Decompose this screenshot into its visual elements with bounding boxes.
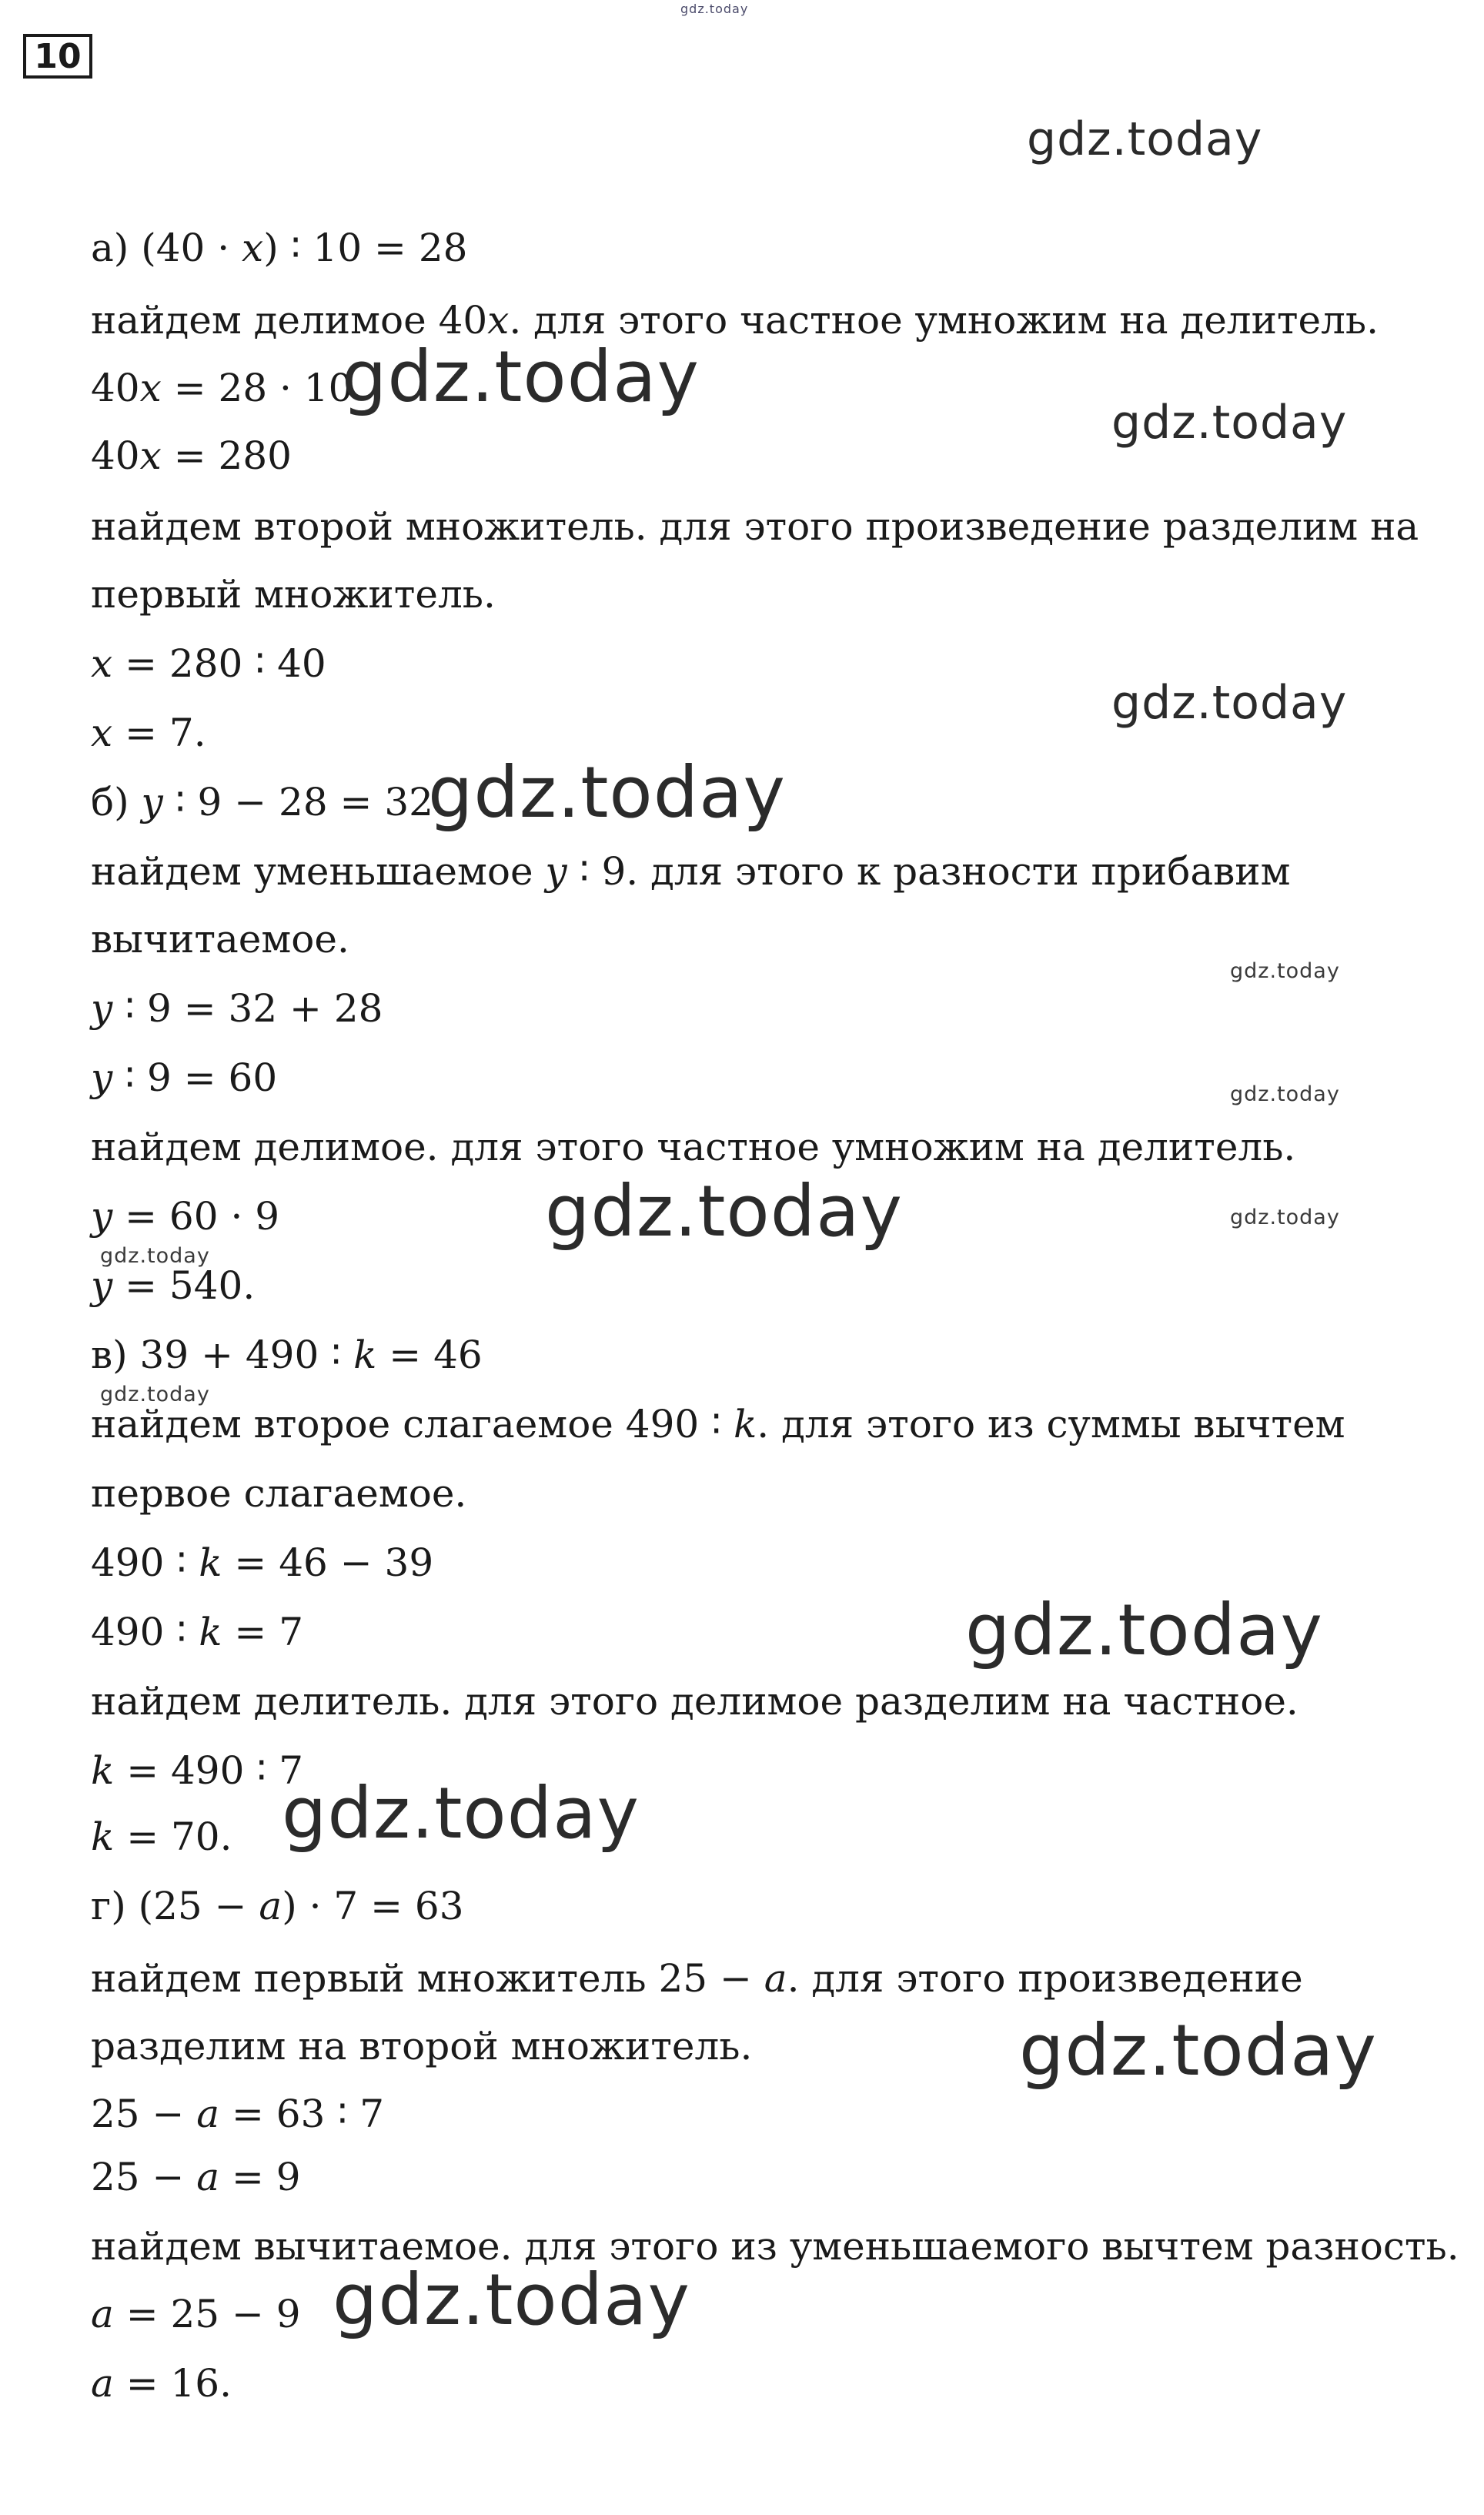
solution-line: 40𝑥 = 28 · 10	[91, 366, 353, 410]
watermark: gdz.today	[1027, 112, 1263, 166]
solution-line: 𝑦 ∶ 9 = 60	[91, 1055, 278, 1100]
watermark: gdz.today	[1111, 396, 1348, 450]
watermark: gdz.today	[342, 336, 700, 418]
solution-line: 𝑎 = 25 − 9	[91, 2292, 301, 2336]
watermark: gdz.today	[1230, 1206, 1340, 1229]
solution-line: 490 ∶ 𝑘 = 7	[91, 1610, 304, 1654]
solution-line: а) (40 · 𝑥) ∶ 10 = 28	[91, 226, 468, 270]
solution-line: найдем уменьшаемое 𝑦 ∶ 9. для этого к разности прибавим	[91, 849, 1291, 894]
solution-line: 𝑘 = 490 ∶ 7	[91, 1748, 304, 1793]
solution-line: найдем второе слагаемое 490 ∶ 𝑘. для этого из суммы вычтем	[91, 1402, 1345, 1446]
watermark: gdz.today	[282, 1772, 640, 1854]
solution-line: найдем делимое. для этого частное умножим на делитель.	[91, 1125, 1296, 1169]
solution-line: 40𝑥 = 280	[91, 433, 292, 478]
watermark: gdz.today	[100, 1244, 210, 1268]
watermark: gdz.today	[1230, 959, 1340, 983]
solution-line: 𝑘 = 70.	[91, 1814, 232, 1859]
solution-line: найдем делимое 40𝑥. для этого частное умножим на делитель.	[91, 298, 1379, 343]
solution-line: разделим на второй множитель.	[91, 2024, 753, 2069]
watermark: gdz.today	[1230, 1082, 1340, 1106]
watermark: gdz.today	[1019, 2009, 1377, 2092]
watermark: gdz.today	[545, 1170, 903, 1252]
solution-line: найдем первый множитель 25 − 𝑎. для этого произведение	[91, 1956, 1303, 2001]
solution-line: первый множитель.	[91, 572, 496, 617]
watermark: gdz.today	[428, 751, 786, 834]
solution-line: б) 𝑦 ∶ 9 − 28 = 32	[91, 780, 433, 824]
watermark: gdz.today	[333, 2259, 690, 2341]
watermark: gdz.today	[1111, 676, 1348, 730]
solution-line: 𝑦 ∶ 9 = 32 + 28	[91, 986, 383, 1031]
watermark: gdz.today	[965, 1589, 1323, 1671]
task-number-badge: 10	[23, 34, 92, 79]
solution-line: 𝑥 = 280 ∶ 40	[91, 641, 326, 686]
solution-line: 𝑎 = 16.	[91, 2361, 232, 2406]
solution-line: 𝑦 = 540.	[91, 1263, 256, 1308]
solution-line: 𝑥 = 7.	[91, 711, 206, 755]
watermark-top: gdz.today	[680, 2, 749, 16]
solution-line: вычитаемое.	[91, 917, 349, 962]
solution-line: 𝑦 = 60 · 9	[91, 1194, 280, 1239]
solution-line: найдем вычитаемое. для этого из уменьшаемого вычтем разность.	[91, 2224, 1459, 2269]
solution-line: найдем второй множитель. для этого произведение разделим на	[91, 504, 1419, 549]
watermark: gdz.today	[100, 1383, 210, 1406]
solution-line: 490 ∶ 𝑘 = 46 − 39	[91, 1540, 434, 1585]
solution-line: г) (25 − 𝑎) · 7 = 63	[91, 1884, 464, 1928]
solution-line: первое слагаемое.	[91, 1471, 467, 1516]
solution-line: в) 39 + 490 ∶ 𝑘 = 46	[91, 1333, 483, 1377]
solution-line: 25 − 𝑎 = 63 ∶ 7	[91, 2092, 385, 2136]
solution-line: найдем делитель. для этого делимое разделим на частное.	[91, 1679, 1298, 1724]
solution-line: 25 − 𝑎 = 9	[91, 2155, 301, 2199]
